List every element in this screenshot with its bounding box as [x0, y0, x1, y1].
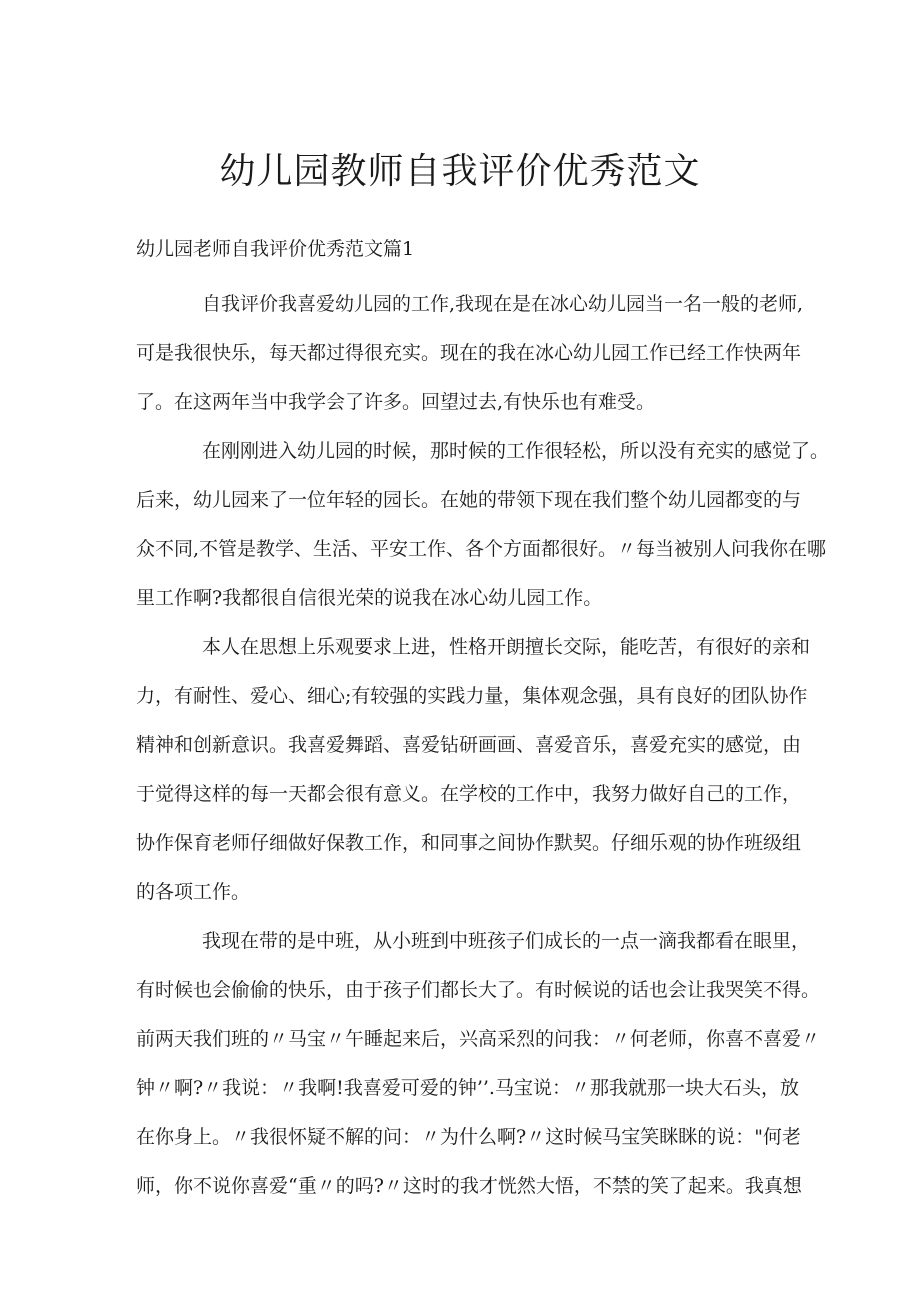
document-title: 幼儿园教师自我评价优秀范文	[219, 151, 701, 192]
text-line: 我现在带的是中班，从小班到中班孩子们成长的一点一滴我都看在眼里，	[202, 930, 811, 952]
text-line: 后来，幼儿园来了一位年轻的园长。在她的带领下现在我们整个幼儿园都变的与	[136, 489, 802, 511]
text-line: 钟〃啊?〃我说：〃我啊!我喜爱可爱的钟’’.马宝说：〃那我就那一块大石头，放	[136, 1077, 799, 1099]
text-line: 的各项工作。	[136, 881, 251, 903]
text-line: 前两天我们班的〃马宝〃午睡起来后，兴高采烈的问我：〃何老师，你喜不喜爱〃	[136, 1028, 821, 1050]
text-line: 力，有耐性、爱心、细心;有较强的实践力量，集体观念强，具有良好的团队协作	[136, 685, 808, 707]
text-line: 于觉得这样的每一天都会很有意义。在学校的工作中，我努力做好自己的工作，	[136, 783, 802, 805]
paragraph	[136, 917, 821, 1211]
paragraph	[136, 427, 830, 623]
text-line: 可是我很快乐，每天都过得很充实。现在的我在冰心幼儿园工作已经工作快两年	[136, 342, 802, 364]
text-line: 本人在思想上乐观要求上进，性格开朗擅长交际，能吃苦，有很好的亲和	[202, 636, 811, 658]
text-line: 众不同,不管是教学、生活、平安工作、各个方面都很好。〃每当被别人问我你在哪	[136, 538, 827, 560]
text-line: 精神和创新意识。我喜爱舞蹈、喜爱钻研画画、喜爱音乐，喜爱充实的感觉，由	[136, 734, 802, 756]
text-line: 在你身上。〃我很怀疑不解的问：〃为什么啊?〃这时候马宝笑眯眯的说："何老	[136, 1126, 801, 1148]
document-body	[136, 280, 830, 1211]
section-heading: 幼儿园老师自我评价优秀范文篇1	[136, 238, 415, 260]
text-line: 了。在这两年当中我学会了许多。回望过去,有快乐也有难受。	[136, 391, 656, 413]
text-line: 师，你不说你喜爱“重〃的吗?〃这时的我才恍然大悟，不禁的笑了起来。我真想	[136, 1175, 802, 1197]
text-line: 里工作啊?我都很自信很光荣的说我在冰心幼儿园工作。	[136, 587, 603, 609]
text-line: 自我评价我喜爱幼儿园的工作,我现在是在冰心幼儿园当一名一般的老师,	[202, 293, 804, 315]
text-line: 有时候也会偷偷的快乐，由于孩子们都长大了。有时候说的话也会让我哭笑不得。	[136, 979, 821, 1001]
text-line: 协作保育老师仔细做好保教工作，和同事之间协作默契。仔细乐观的协作班级组	[136, 832, 802, 854]
text-line: 在刚刚进入幼儿园的时候，那时候的工作很轻松，所以没有充实的感觉了。	[202, 440, 830, 462]
paragraph	[136, 280, 804, 427]
paragraph	[136, 623, 811, 917]
